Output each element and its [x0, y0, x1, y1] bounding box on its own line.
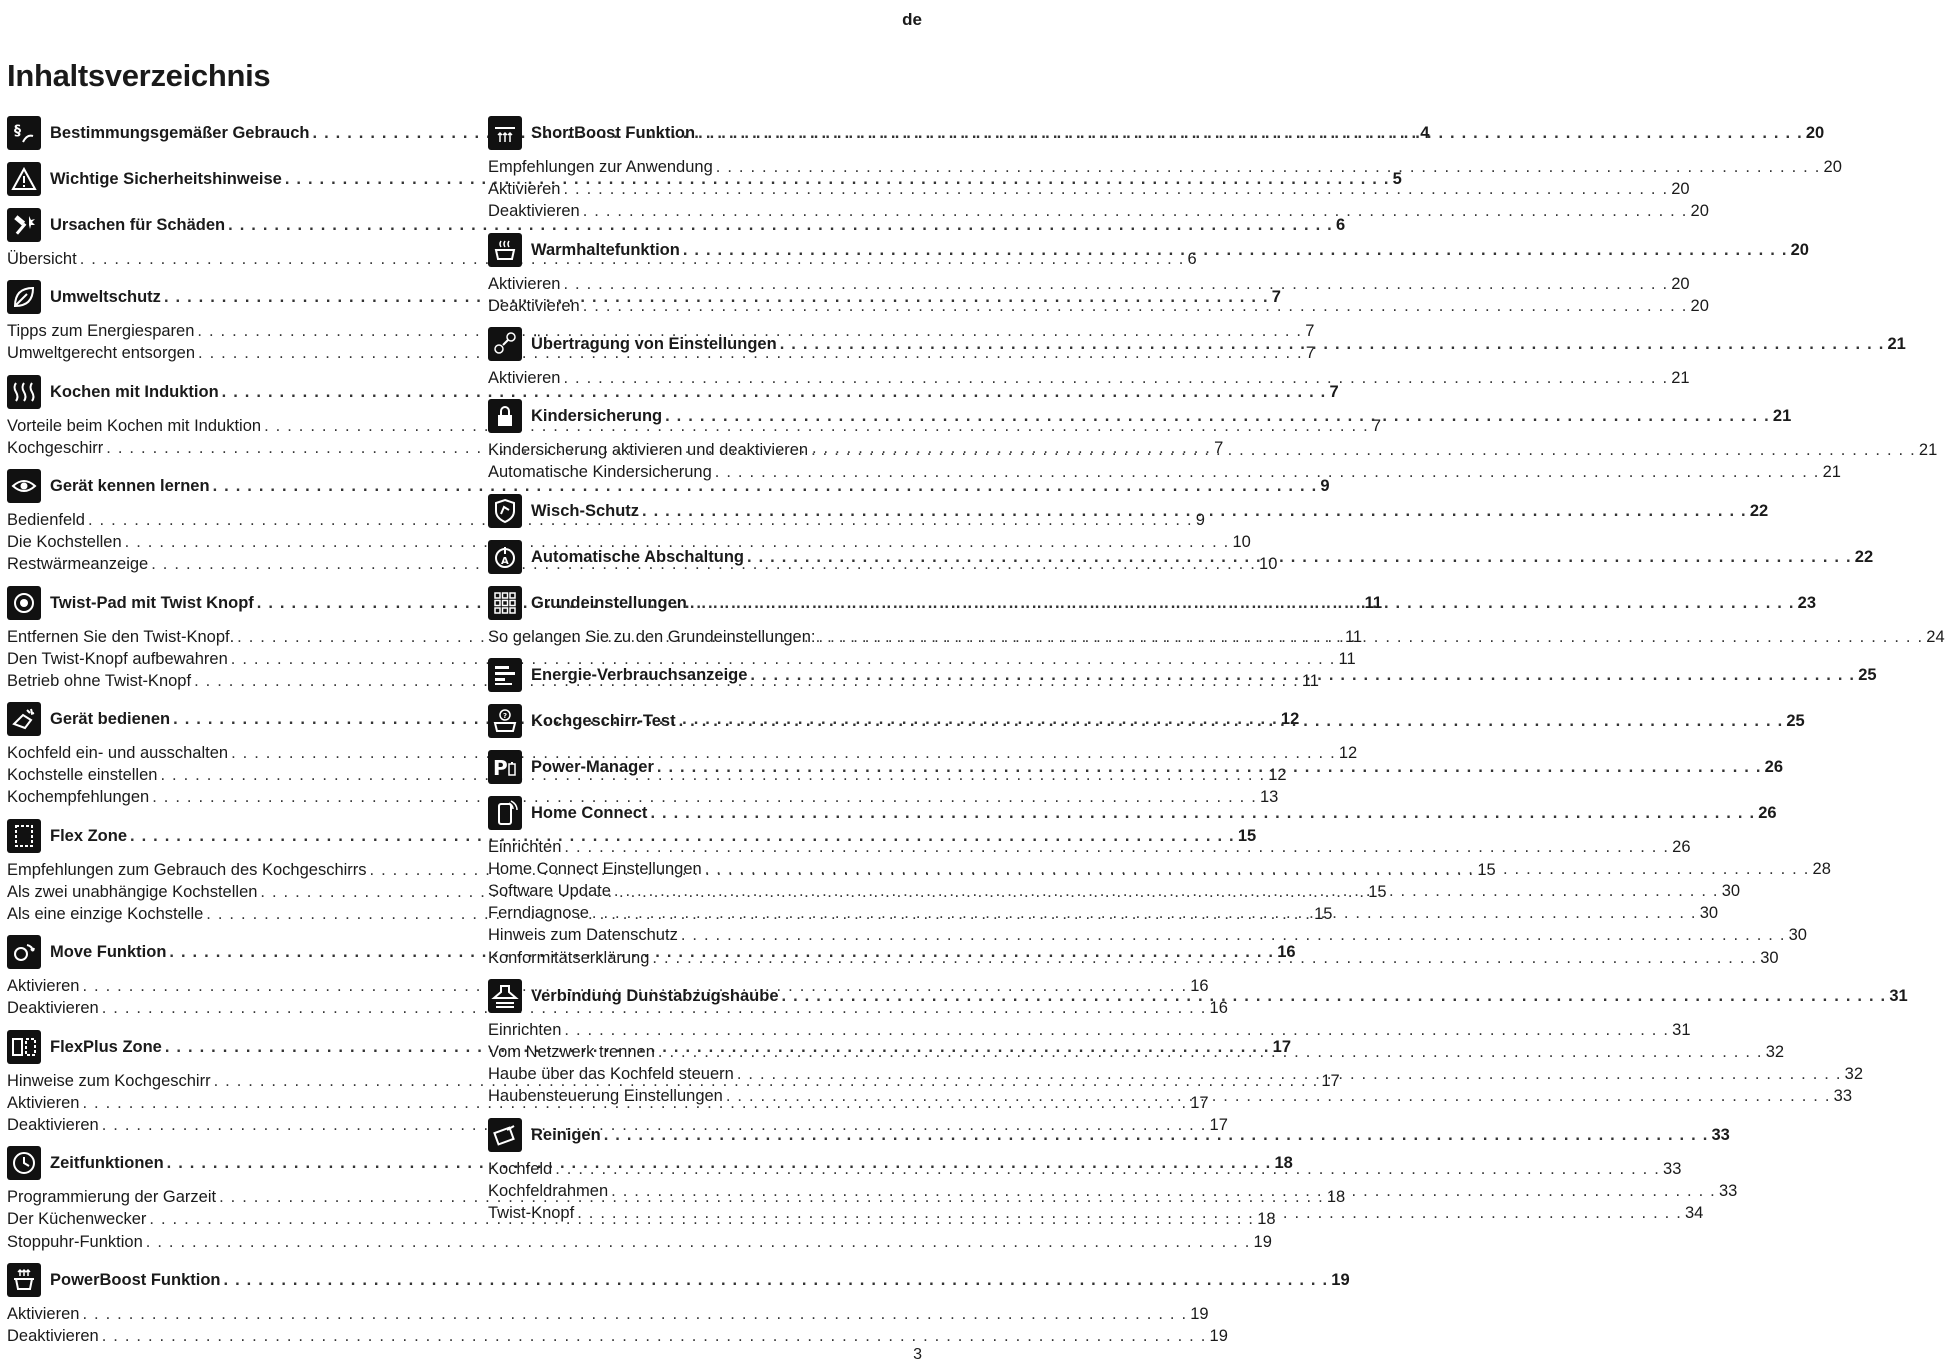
dot-leader	[665, 397, 1770, 435]
leaf-icon	[7, 280, 41, 314]
toc-section-header	[488, 492, 1769, 530]
page-ref: 10	[1232, 533, 1251, 552]
entry-text: Kochgeschirr	[7, 438, 104, 457]
toc-section-title[interactable]	[531, 584, 1816, 622]
page-ref: 15	[1368, 882, 1387, 901]
section-title-text: Verbindung Dunstabzugshaube	[531, 986, 779, 1005]
page-ref: 19	[1190, 1304, 1209, 1323]
page-ref: 31	[1672, 1020, 1691, 1039]
page-ref: 12	[1268, 766, 1287, 785]
entry-text: Aktivieren	[488, 368, 561, 387]
page-ref: 9	[1320, 476, 1330, 495]
page-ref: 21	[1671, 368, 1690, 387]
dot-leader	[716, 156, 1821, 178]
dot-leader	[642, 492, 1747, 530]
page-ref: 33	[1718, 1181, 1738, 1200]
page-ref: 7	[1305, 322, 1315, 341]
page-ref: 7	[1214, 438, 1224, 457]
language-code: de	[902, 10, 922, 29]
shortboost-icon	[488, 116, 522, 150]
page-ref: 20	[1805, 124, 1825, 142]
entry-text: Twist-Knopf	[488, 1203, 575, 1222]
toc-entry[interactable]	[488, 200, 1709, 222]
entry-text: Programmierung der Garzeit	[7, 1188, 217, 1207]
dot-leader	[555, 1158, 1660, 1180]
dot-leader	[563, 178, 1668, 200]
page-ref: 20	[1690, 296, 1709, 315]
hammer-damage-icon	[7, 208, 41, 242]
toc-entry[interactable]	[488, 461, 1841, 483]
toc-entry[interactable]	[488, 439, 1938, 461]
page-ref: 17	[1321, 1071, 1340, 1090]
flex-zone-icon	[7, 819, 41, 853]
entry-text: Kochfeld ein- und ausschalten	[7, 744, 229, 763]
section-title-text: Übertragung von Einstellungen	[531, 334, 777, 353]
entry-text: Empfehlungen zur Anwendung	[488, 158, 713, 176]
dot-leader	[750, 656, 1855, 694]
section-title-text: Twist-Pad mit Twist Knopf	[50, 593, 254, 612]
section-title-text: Wisch-Schutz	[531, 501, 640, 520]
toc-section-title[interactable]	[531, 1116, 1730, 1154]
toc-section-title[interactable]	[531, 977, 1908, 1015]
toc-section-header	[488, 114, 1825, 152]
page-ref: 26	[1758, 803, 1777, 822]
entry-text: Einrichten	[488, 1020, 562, 1039]
page-ref: 11	[1364, 593, 1383, 612]
entry-text: Konformitätserklärung	[488, 948, 650, 967]
section-title-text: Kochgeschirr-Test	[531, 711, 676, 730]
dot-leader	[583, 295, 1688, 317]
grid-icon	[488, 586, 522, 620]
toc-section-title[interactable]	[531, 748, 1783, 786]
dot-leader	[683, 231, 1788, 269]
operate-hand-icon	[7, 702, 41, 736]
page-ref: 28	[1812, 859, 1831, 878]
entry-text: Kochstelle einstellen	[7, 766, 158, 785]
toc-section	[488, 325, 1906, 389]
clock-icon	[7, 1146, 41, 1180]
section-title-text: FlexPlus Zone	[50, 1037, 162, 1056]
page-ref: 19	[1253, 1232, 1272, 1251]
dot-leader	[650, 794, 1755, 832]
dot-leader	[611, 1180, 1716, 1202]
dot-leader	[705, 858, 1810, 880]
toc-entry[interactable]	[488, 156, 1842, 178]
page-ref: 33	[1833, 1087, 1852, 1106]
dot-leader	[577, 1202, 1682, 1224]
page-ref: 7	[1371, 416, 1382, 435]
page-ref: 20	[1690, 202, 1709, 221]
entry-text: Haubensteuerung Einstellungen	[488, 1087, 723, 1106]
page-ref: 11	[1301, 671, 1319, 690]
wipe-protection-icon	[488, 494, 522, 528]
page-ref: 16	[1190, 977, 1209, 996]
page-ref: 20	[1823, 158, 1842, 176]
toc-entry[interactable]	[488, 1019, 1691, 1041]
toc-section-header	[488, 325, 1906, 363]
entry-text: Der Küchenwecker	[7, 1210, 147, 1229]
dot-leader	[737, 1063, 1842, 1085]
toc-section-title[interactable]	[531, 656, 1877, 694]
toc-section-title[interactable]	[531, 492, 1768, 530]
dot-leader	[690, 584, 1795, 622]
section-title-text: Grundeinstellungen	[531, 593, 687, 612]
toc-entry[interactable]	[7, 742, 1358, 764]
entry-text: Vom Netzwerk trennen	[488, 1043, 655, 1061]
page-ref: 33	[1711, 1125, 1730, 1144]
page-ref: 10	[1259, 555, 1278, 574]
eye-icon	[7, 469, 41, 503]
dot-leader	[652, 947, 1757, 969]
toc-entry[interactable]	[488, 367, 1690, 389]
flexplus-icon	[7, 1030, 41, 1064]
entry-text: Deaktivieren	[7, 1115, 99, 1134]
page-number: 3	[913, 1346, 922, 1363]
entry-text: Tipps zum Energiesparen	[7, 322, 195, 341]
page-ref: 31	[1889, 986, 1908, 1005]
entry-text: Als zwei unabhängige Kochstellen	[7, 882, 258, 901]
entry-text: Einrichten	[488, 837, 562, 856]
page-ref: 21	[1918, 441, 1938, 460]
dot-leader	[564, 836, 1669, 858]
page-ref: 16	[1209, 999, 1228, 1018]
entry-text: Aktivieren	[488, 180, 561, 199]
toc-section-title[interactable]	[531, 538, 1873, 576]
page-title: Inhaltsverzeichnis	[7, 58, 271, 93]
page-ref: 22	[1854, 547, 1874, 566]
page-ref: 20	[1671, 180, 1690, 199]
page-ref: 30	[1760, 948, 1779, 967]
entry-text: Entfernen Sie den Twist-Knopf.	[7, 627, 235, 646]
dot-leader	[604, 1116, 1709, 1154]
entry-text: Übersicht	[7, 250, 77, 268]
toc-entry[interactable]	[7, 1303, 1209, 1325]
section-title-text: Gerät bedienen	[50, 710, 171, 729]
entry-text: Kochfeldrahmen	[488, 1181, 609, 1200]
dot-leader	[819, 626, 1924, 648]
dot-leader	[698, 114, 1803, 152]
dot-leader	[82, 1303, 1187, 1325]
section-title-text: Wichtige Sicherheitshinweise	[50, 170, 282, 188]
toc-section-title[interactable]	[531, 231, 1809, 269]
powerboost-icon	[7, 1263, 41, 1297]
page-ref: 32	[1844, 1065, 1863, 1084]
entry-text: Software Update	[488, 882, 611, 901]
page-ref: 32	[1765, 1043, 1785, 1061]
entry-text: Restwärmeanzeige	[7, 555, 149, 574]
transfer-icon	[488, 327, 522, 361]
entry-text: Deaktivieren	[488, 296, 580, 315]
page-ref: 21	[1772, 407, 1792, 426]
page-ref: 25	[1858, 665, 1877, 684]
toc-entry[interactable]	[488, 924, 1807, 946]
home-connect-icon	[488, 796, 522, 830]
page-ref: 7	[1329, 382, 1339, 401]
page-ref: 4	[1420, 124, 1430, 142]
entry-text: Aktivieren	[488, 274, 561, 293]
lock-icon	[488, 399, 522, 433]
dot-leader	[563, 367, 1668, 389]
section-title-text: ShortBoost Funktion	[531, 124, 696, 142]
dot-leader	[102, 1325, 1207, 1347]
power-manager-icon	[488, 750, 522, 784]
page-ref: 23	[1797, 593, 1816, 612]
page-ref: 17	[1190, 1093, 1209, 1112]
entry-text: Deaktivieren	[488, 202, 580, 221]
page-ref: 33	[1663, 1159, 1682, 1178]
page-ref: 7	[1305, 344, 1315, 363]
page-ref: 18	[1326, 1188, 1346, 1207]
section-title-text: PowerBoost Funktion	[50, 1270, 221, 1289]
entry-text: Kochempfehlungen	[7, 788, 150, 807]
page-ref: 11	[1344, 627, 1363, 646]
page-ref: 6	[1335, 216, 1346, 234]
dot-leader	[726, 1085, 1831, 1107]
toc-section	[7, 1261, 1350, 1347]
entry-text: Aktivieren	[7, 977, 80, 996]
dot-leader	[146, 1231, 1251, 1253]
entry-text: Deaktivieren	[7, 1326, 99, 1345]
dot-leader	[747, 538, 1852, 576]
toc-section-title[interactable]	[531, 397, 1791, 435]
entry-text: Die Kochstellen	[7, 533, 122, 552]
entry-text: Empfehlungen zum Gebrauch des Kochgeschirrs	[7, 860, 367, 879]
toc-entry[interactable]	[488, 295, 1709, 317]
toc-section-header	[488, 397, 1792, 435]
entry-text: So gelangen Sie zu den Grundeinstellungen:	[488, 627, 816, 646]
toc-section-title[interactable]	[531, 325, 1906, 363]
page-ref: 11	[1338, 649, 1356, 668]
section-title-text: Move Funktion	[50, 943, 167, 962]
toc-section-title[interactable]	[531, 794, 1777, 832]
dot-leader	[782, 977, 1887, 1015]
page-ref: 12	[1338, 744, 1358, 763]
page-ref: 7	[1271, 288, 1281, 307]
page-ref: 30	[1721, 882, 1741, 901]
page-ref: 12	[1280, 710, 1300, 729]
move-icon	[7, 935, 41, 969]
page-ref: 6	[1187, 250, 1197, 268]
page-ref: 26	[1764, 757, 1784, 776]
page-ref: 17	[1209, 1115, 1228, 1134]
svg-text:?: ?	[503, 711, 508, 720]
section-title-text: Ursachen für Schäden	[50, 216, 226, 234]
toc-entry[interactable]	[488, 836, 1691, 858]
entry-text: Umweltgerecht entsorgen	[7, 344, 196, 363]
dot-leader	[592, 902, 1697, 924]
induction-icon	[7, 375, 41, 409]
page-ref: 25	[1786, 711, 1805, 730]
entry-text: Ferndiagnose	[488, 904, 589, 923]
page-ref: 20	[1671, 274, 1690, 293]
page-ref: 18	[1257, 1210, 1276, 1229]
dot-leader	[681, 924, 1786, 946]
page-ref: 34	[1685, 1203, 1704, 1222]
page-ref: 24	[1926, 627, 1945, 646]
energy-icon	[488, 658, 522, 692]
page-ref: 13	[1260, 788, 1279, 807]
toc-entry[interactable]	[7, 997, 1228, 1019]
entry-text: Den Twist-Knopf aufbewahren	[7, 649, 228, 668]
page-ref: 15	[1237, 826, 1257, 845]
section-hand-icon	[7, 116, 41, 150]
entry-text: Aktivieren	[7, 1304, 80, 1323]
section-title-text: Bestimmungsgemäßer Gebrauch	[50, 124, 310, 142]
page-ref: 17	[1272, 1037, 1292, 1056]
keep-warm-icon	[488, 233, 522, 267]
page-ref: 15	[1314, 905, 1333, 923]
toc-section-header	[488, 231, 1809, 269]
page-ref: 20	[1790, 240, 1809, 259]
cookware-test-icon	[488, 704, 522, 738]
section-title-text: Energie-Verbrauchsanzeige	[531, 665, 748, 684]
page-ref: 22	[1749, 501, 1769, 520]
entry-text: Hinweis zum Datenschutz	[488, 926, 678, 945]
toc-entry[interactable]	[7, 648, 1356, 670]
dot-leader	[679, 702, 1784, 740]
toc-section-header	[7, 1261, 1350, 1299]
dot-leader	[658, 1041, 1763, 1063]
entry-text: Als eine einzige Kochstelle	[7, 905, 204, 923]
toc-entry[interactable]	[7, 1231, 1272, 1253]
section-title-text: Umweltschutz	[50, 288, 161, 307]
page-ref: 21	[1887, 334, 1906, 353]
page-ref: 19	[1209, 1326, 1228, 1345]
entry-text: Stoppuhr-Funktion	[7, 1232, 143, 1251]
dot-leader	[583, 200, 1688, 222]
section-title-text: Kindersicherung	[531, 407, 663, 426]
page-ref: 16	[1277, 943, 1296, 962]
dot-leader	[780, 325, 1885, 363]
entry-text: Hinweise zum Kochgeschirr	[7, 1071, 211, 1090]
toc-section-title[interactable]	[50, 1261, 1350, 1299]
toc-entry[interactable]	[488, 178, 1690, 200]
dot-leader	[657, 748, 1762, 786]
entry-text: Aktivieren	[7, 1093, 80, 1112]
page-ref: 30	[1699, 904, 1719, 923]
entry-text: Deaktivieren	[7, 999, 99, 1018]
cleaning-icon	[488, 1118, 522, 1152]
dot-leader	[614, 880, 1719, 902]
page-ref: 26	[1672, 837, 1691, 856]
entry-text: Bedienfeld	[7, 510, 85, 529]
twist-pad-icon	[7, 586, 41, 620]
entry-text: Home Connect Einstellungen	[488, 859, 702, 878]
section-title-text: Automatische Abschaltung	[531, 547, 744, 566]
hood-icon	[488, 979, 522, 1013]
entry-text: Haube über das Kochfeld steuern	[488, 1065, 734, 1084]
section-title-text: Gerät kennen lernen	[50, 476, 210, 495]
page-ref: 9	[1195, 510, 1205, 529]
dot-leader	[715, 461, 1820, 483]
section-title-text: Home Connect	[531, 803, 648, 822]
toc-entry[interactable]	[7, 531, 1251, 553]
toc-entry[interactable]	[7, 320, 1315, 342]
page-ref: 21	[1822, 463, 1841, 482]
page-ref: 30	[1788, 926, 1807, 945]
svg-text:A: A	[501, 555, 509, 567]
section-title-text: Kochen mit Induktion	[50, 382, 219, 401]
dot-leader	[811, 439, 1916, 461]
dot-leader	[224, 1261, 1329, 1299]
section-title-text: Reinigen	[531, 1125, 601, 1144]
warning-icon	[7, 162, 41, 196]
dot-leader	[563, 273, 1668, 295]
page-ref: 18	[1274, 1154, 1293, 1173]
page-ref: 5	[1392, 170, 1402, 188]
toc-section-title[interactable]	[531, 114, 1824, 152]
toc-section-title[interactable]	[531, 702, 1805, 740]
dot-leader	[564, 1019, 1669, 1041]
section-title-text: Warmhaltefunktion	[531, 240, 680, 259]
toc-section	[488, 114, 1842, 223]
svg-text:§: §	[14, 123, 21, 139]
entry-text: Betrieb ohne Twist-Knopf	[7, 671, 192, 690]
entry-text: Kindersicherung aktivieren und deaktivieren	[488, 441, 809, 460]
page-ref: 15	[1477, 860, 1496, 879]
toc-entry[interactable]	[488, 273, 1690, 295]
toc-section	[488, 492, 1769, 530]
toc-section	[488, 397, 1938, 483]
toc-section	[488, 231, 1809, 317]
page-ref: 19	[1331, 1270, 1350, 1289]
auto-off-icon	[488, 540, 522, 574]
entry-text: Kochfeld	[488, 1159, 553, 1178]
toc-entry[interactable]	[7, 786, 1279, 808]
section-title-text: Flex Zone	[50, 826, 128, 845]
section-title-text: Zeitfunktionen	[50, 1154, 164, 1173]
toc-entry[interactable]	[7, 1325, 1228, 1347]
svg-text:P: P	[493, 755, 508, 780]
entry-text: Vorteile beim Kochen mit Induktion	[7, 416, 262, 435]
section-title-text: Power-Manager	[531, 757, 654, 776]
entry-text: Automatische Kindersicherung	[488, 463, 712, 482]
